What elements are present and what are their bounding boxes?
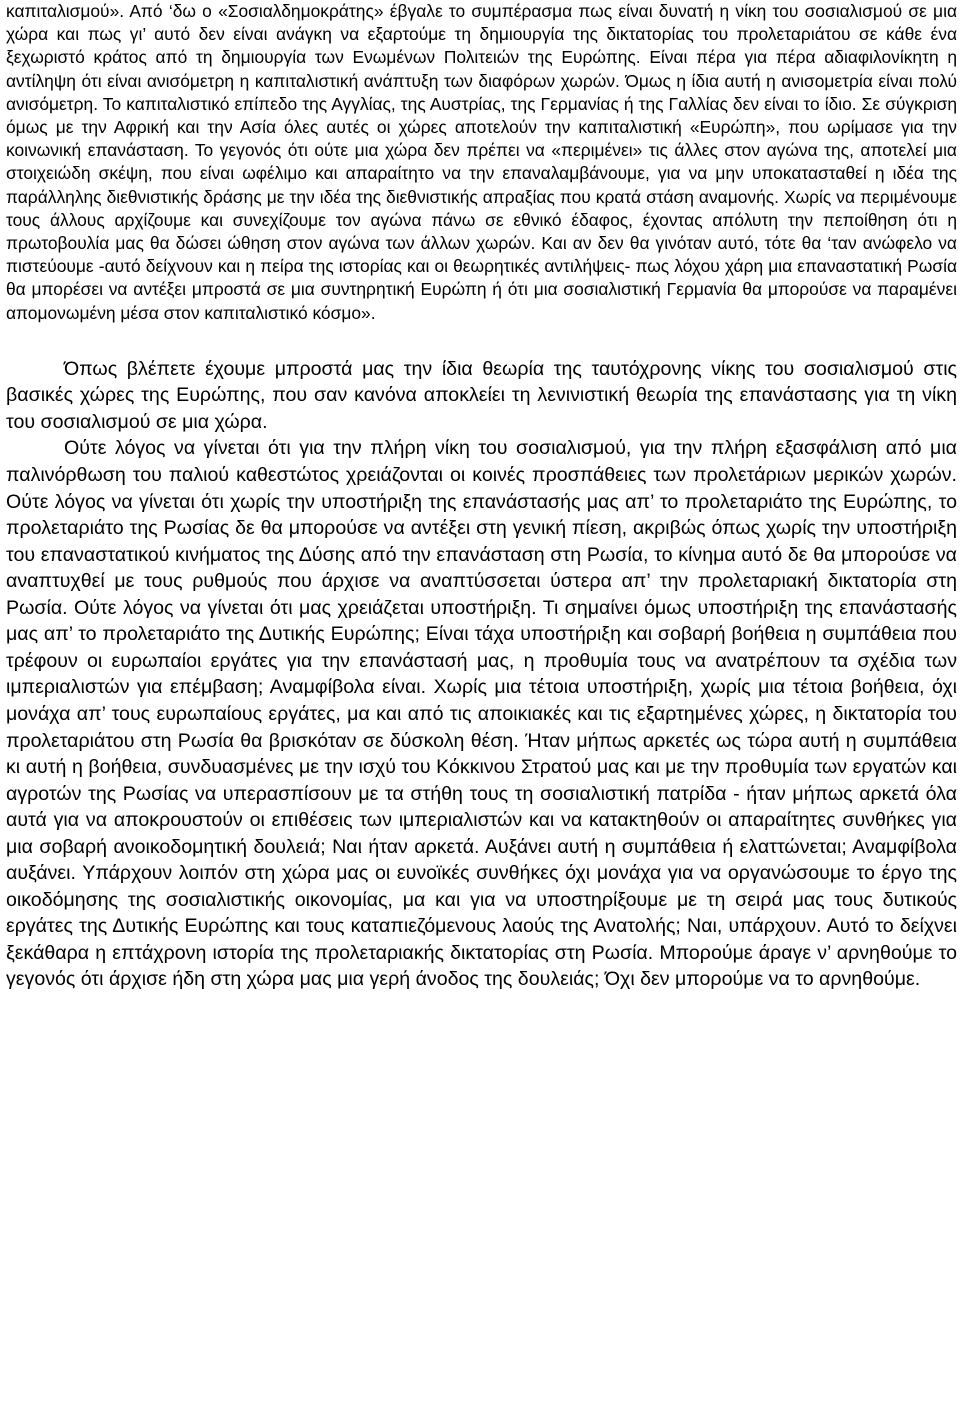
main-text	[6, 356, 957, 993]
body-paragraph-1: Όπως βλέπετε έχουμε μπροστά μας την ίδια θεωρία της ταυτόχρονης νίκης του σοσιαλισμού στις βασικές χώρες της Ευρώπης, που σαν κανόνα αποκλείει τη λενινιστική θεωρία της επανάστασης για τη νίκη του σοσιαλισμού σε μια χώρα.	[6, 357, 957, 433]
quote-paragraph: καπιταλισμού». Από ‘δω ο «Σοσιαλδημοκράτης» έβγαλε το συμπέρασμα πως είναι δυνατή η νίκη του σοσιαλισμού σε μια χώρα και πως γι’ αυτό δεν είναι ανάγκη να εξαρτούμε τη δημιουργία της δικτατορίας του προλεταριάτου σε κάθε ένα ξεχωριστό κράτος από τη δημιουργία των Ενωμένων Πολιτειών της Ευρώπης. Είναι πέρα για πέρα αδιαφιλονίκητη η αντίληψη ότι είναι ανισόμετρη η καπιταλιστική ανάπτυξη των διαφόρων χωρών. Όμως η ίδια αυτή η ανισομετρία είναι πολύ ανισόμετρη. Το καπιταλιστικό επίπεδο της Αγγλίας, της Αυστρίας, της Γερμανίας ή της Γαλλίας δεν είναι το ίδιο. Σε σύγκριση όμως με την Αφρική και την Ασία όλες αυτές οι χώρες αποτελούν την καπιταλιστική «Ευρώπη», που ωρίμασε για την κοινωνική επανάσταση. Το γεγονός ότι ούτε μια χώρα δεν πρέπει να «περιμένει» τις άλλες στον αγώνα της, αποτελεί μια στοιχειώδη σκέψη, που είναι ωφέλιμο και απαραίτητο να την επαναλαμβάνουμε, για να μην υποκατασταθεί η ιδέα της παράλληλης διεθνιστικής δράσης με την ιδέα της διεθνιστικής απραξίας που κρατά στάση αναμονής. Χωρίς να περιμένουμε τους άλλους αρχίζουμε και συνεχίζουμε τον αγώνα πάνω σε εθνικό έδαφος, έχοντας απόλυτη την πεποίθηση ότι η πρωτοβουλία μας θα δώσει ώθηση στον αγώνα των άλλων χωρών. Και αν δεν θα γινόταν αυτό, τότε θα ‘ταν ανώφελο να πιστεύουμε -αυτό δείχνουν και η πείρα της ιστορίας και οι θεωρητικές αντιλήψεις- πως λόχου χάρη μια επαναστατική Ρωσία θα μπορέσει να αντέξει μπροστά σε μια συντηρητική Ευρώπη ή ότι μια σοσιαλιστική Γερμανία θα μπορούσε να παραμένει απομονωμένη μέσα στον καπιταλιστικό κόσμο».	[6, 1, 957, 323]
body-paragraph-2: Ούτε λόγος να γίνεται ότι για την πλήρη νίκη του σοσιαλισμού, για την πλήρη εξασφάλιση από μια παλινόρθωση του παλιού καθεστώτος χρειάζονται οι κοινές προσπάθειες των προλετάριων μερικών χωρών. Ούτε λόγος να γίνεται ότι χωρίς την υποστήριξη της επανάστασής μας απ’ το προλεταριάτο της Ευρώπης, το προλεταριάτο της Ρωσίας δε θα μπορούσε να αντέξει στη γενική πίεση, ακριβώς όπως χωρίς την υποστήριξη του επαναστατικού κινήματος της Δύσης από την επανάσταση στη Ρωσία, το κίνημα αυτό δε θα μπορούσε να αναπτυχθεί με τους ρυθμούς που άρχισε να αναπτύσσεται ύστερα απ’ την προλεταριακή δικτατορία στη Ρωσία. Ούτε λόγος να γίνεται ότι μας χρειάζεται υποστήριξη. Τι σημαίνει όμως υποστήριξη της επανάστασής μας απ’ το προλεταριάτο της Δυτικής Ευρώπης; Είναι τάχα υποστήριξη και σοβαρή βοήθεια η συμπάθεια που τρέφουν οι ευρωπαίοι εργάτες για την επανάστασή μας, η προθυμία τους να ανατρέπουν τα σχέδια των ιμπεριαλιστών για επέμβαση; Αναμφίβολα είναι. Χωρίς μια τέτοια υποστήριξη, χωρίς μια τέτοια βοήθεια, όχι μονάχα απ’ τους ευρωπαίους εργάτες, μα και από τις αποικιακές και τις εξαρτημένες χώρες, η δικτατορία του προλεταριάτου στη Ρωσία θα βρισκόταν σε δύσκολη θέση. Ήταν μήπως αρκετές ως τώρα αυτή η συμπάθεια κι αυτή η βοήθεια, συνδυασμένες με την ισχύ του Κόκκινου Στρατού μας και με την προθυμία των εργατών και αγροτών της Ρωσίας να υπερασπίσουν με τα στήθη τους τη σοσιαλιστική πατρίδα - ήταν μήπως αρκετά όλα αυτά για να αποκρουστούν οι επιθέσεις των ιμπεριαλιστών και να κατακτηθούν οι απαραίτητες συνθήκες για μια σοβαρή ανοικοδομητική δουλειά; Ναι ήταν αρκετά. Αυξάνει αυτή η συμπάθεια ή ελαττώνεται; Αναμφίβολα αυξάνει. Υπάρχουν λοιπόν στη χώρα μας οι ευνοϊκές συνθήκες όχι μονάχα για να οργανώσουμε το έργο της οικοδόμησης της σοσιαλιστικής οικονομίας, μα και για να υποστηρίξουμε με τη σειρά μας τους δυτικούς εργάτες της Δυτικής Ευρώπης και τους καταπιεζόμενους λαούς της Ανατολής; Ναι, υπάρχουν. Αυτό το δείχνει ξεκάθαρα η επτάχρονη ιστορία της προλεταριακής δικτατορίας στη Ρωσία. Μπορούμε άραγε ν’ αρνηθούμε το γεγονός ότι άρχισε ήδη στη χώρα μας μια γερή άνοδος της δουλειάς; Όχι δεν μπορούμε να το αρνηθούμε.	[6, 437, 957, 991]
quoted-passage	[6, 0, 957, 325]
